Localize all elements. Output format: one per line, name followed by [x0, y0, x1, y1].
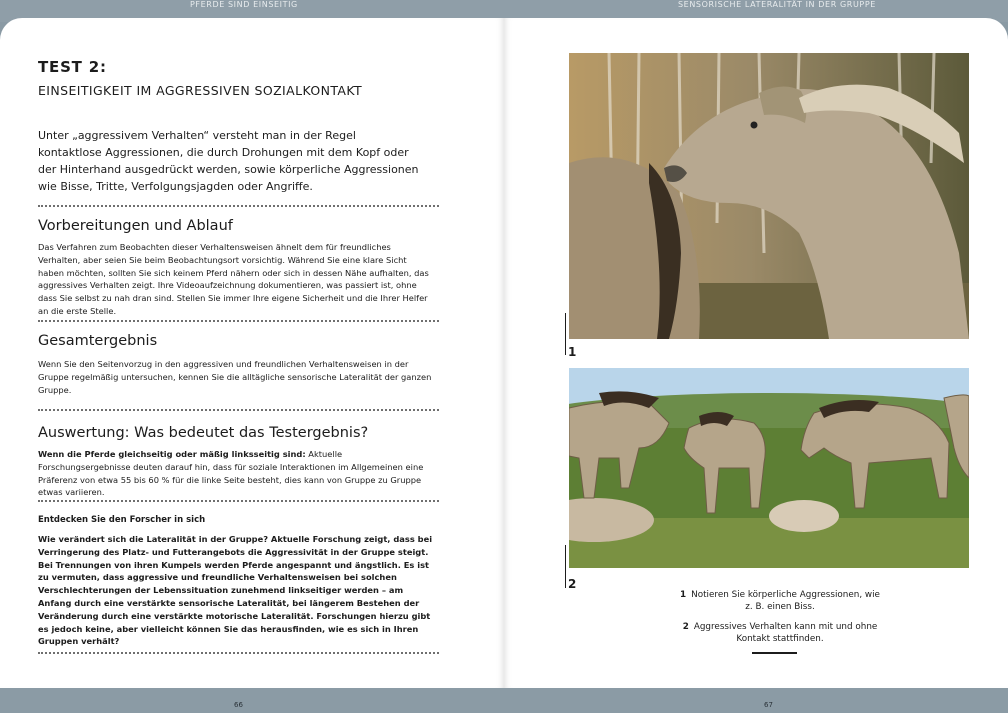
- auswertung-lead: Wenn die Pferde gleichseitig oder mäßig linksseitig sind:: [38, 449, 306, 459]
- section-heading-vorbereitung: Vorbereitungen und Ablauf: [38, 218, 233, 234]
- page-number-left: 66: [234, 701, 243, 709]
- caption-rule: [752, 652, 797, 654]
- section-heading-forscher: Entdecken Sie den Forscher in sich: [38, 515, 206, 525]
- test-number: TEST 2:: [38, 58, 107, 76]
- photo-2-illustration: [569, 368, 969, 568]
- divider-dotted: [38, 205, 439, 207]
- photo-horse-biting: [569, 53, 969, 339]
- section-heading-gesamtergebnis: Gesamtergebnis: [38, 333, 158, 349]
- intro-paragraph: Unter „aggressivem Verhalten“ versteht man in der Regel kontaktlose Aggressionen, die durch Drohungen mit dem Kopf oder der Hinterhand ausgedrückt werden, sowie körperliche Aggressionen wie Bisse, Tritte, Verfolgungsjagden oder Angriffe.: [38, 129, 419, 193]
- section-text-forscher: Wie verändert sich die Lateralität in der Gruppe? Aktuelle Forschung zeigt, dass bei Verringerung des Platz- und Futterangebots die Aggressivität in der Gruppe steigt. Bei Trennungen von ihren Kumpels werden Pferde angespannt und ängstlich. Es ist zu vermuten, dass aggressive und freundliche Verhaltensweisen bei solchen Verschlechterungen der Lebenssituation zunehmend linkseitiger werden – am Anfang durch eine verstärkte sensorische Lateralität, bei längerem Bestehen der Veränderung durch eine verstärkte motorische Lateralität. Forschungen hierzu gibt es jedoch keine, aber vielleicht können Sie das herausfinden, wie es sich in Ihren Gruppen verhält?: [38, 534, 433, 647]
- figure-2-number: 2: [568, 577, 577, 591]
- caption-1-number: 1: [680, 590, 687, 600]
- figure-1-marker-line: [565, 313, 566, 355]
- section-text-gesamtergebnis: Wenn Sie den Seitenvorzug in den aggressiven und freundlichen Verhaltensweisen in der Gruppe regelmäßig untersuchen, kennen Sie die alltägliche sensorische Lateralität der ganzen Gruppe.: [38, 359, 432, 395]
- figure-1-number: 1: [568, 345, 577, 359]
- photo-1-illustration: [569, 53, 969, 339]
- bottom-background: [0, 688, 1008, 713]
- caption-2-text: Aggressives Verhalten kann mit und ohne Kontakt stattfinden.: [693, 622, 878, 644]
- caption-figure-1: [680, 589, 880, 613]
- figure-2-marker-line: [565, 545, 566, 588]
- section-text-vorbereitung: Das Verfahren zum Beobachten dieser Verhaltensweisen ähnelt dem für freundliches Verhalten, aber seien Sie beim Beobachtungsort vorsichtig. Während Sie eine klare Sicht haben möchten, sollten Sie sich keinem Pferd nähern oder sich in dessen Nähe aufhalten, das aggressives Verhalten zeigt. Ihre Videoaufzeichnung dokumentieren, was passiert ist, ohne dass Sie selbst zu nah dran sind. Stellen Sie immer Ihre eigene Sicherheit und die Ihrer Helfer an die erste Stelle.: [38, 242, 429, 316]
- running-head-right: SENSORISCHE LATERALITÄT IN DER GRUPPE: [678, 0, 876, 9]
- section-heading-auswertung: Auswertung: Was bedeutet das Testergebnis?: [38, 425, 369, 441]
- photo-horse-herd: [569, 368, 969, 568]
- test-title: EINSEITIGKEIT IM AGGRESSIVEN SOZIALKONTAKT: [38, 83, 363, 98]
- auswertung-body: Aktuelle Forschungsergebnisse deuten darauf hin, dass für soziale Interaktionen im Allgemeinen eine Präferenz von etwa 55 bis 60 % für die linke Seite besteht, dies kann von Gruppe zu Gruppe etwas variieren.: [38, 449, 424, 498]
- caption-figure-2: [680, 621, 880, 645]
- divider-dotted: [38, 652, 439, 654]
- section-text-auswertung: [38, 448, 433, 499]
- caption-1-text: Notieren Sie körperliche Aggressionen, wie z. B. einen Biss.: [691, 590, 880, 612]
- running-head-left: PFERDE SIND EINSEITIG: [190, 0, 298, 9]
- divider-dotted: [38, 320, 439, 322]
- caption-2-number: 2: [682, 622, 689, 632]
- divider-dotted: [38, 409, 439, 411]
- page-number-right: 67: [764, 701, 773, 709]
- divider-dotted: [38, 500, 439, 502]
